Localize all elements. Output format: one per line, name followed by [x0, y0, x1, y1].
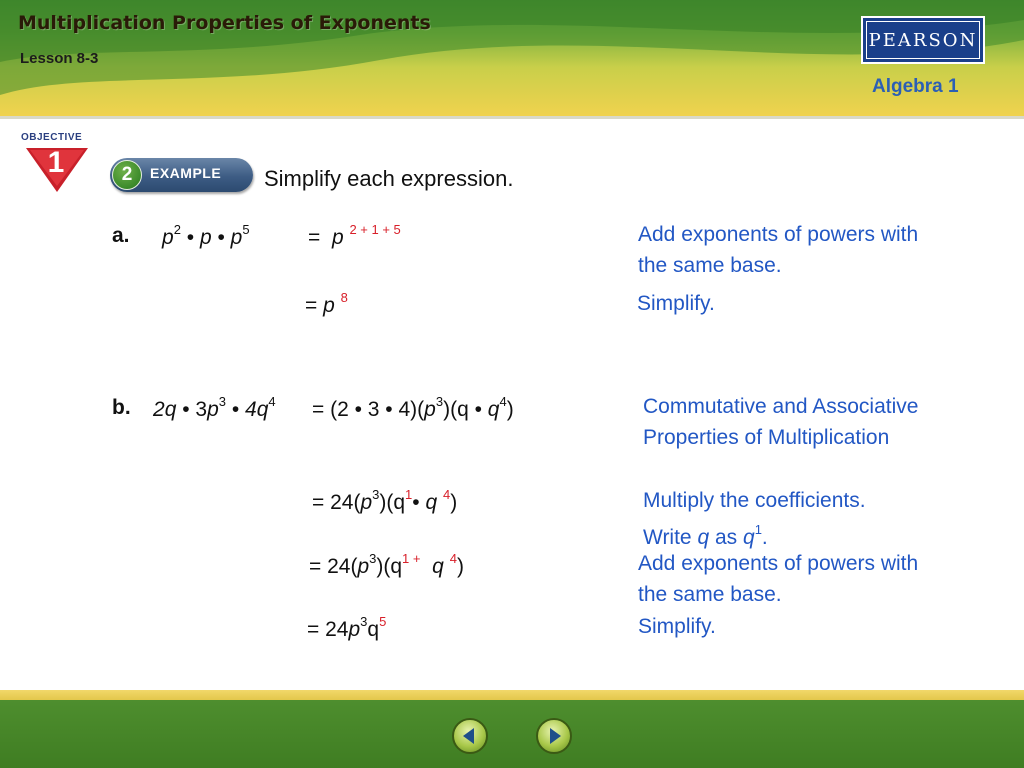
arrow-right-icon: [538, 720, 570, 752]
header-divider: [0, 116, 1024, 119]
arrow-left-icon: [454, 720, 486, 752]
part-a-label: a.: [112, 224, 130, 247]
course-label: Algebra 1: [872, 76, 959, 97]
part-b-step1-note: Commutative and Associative Properties of Multiplication: [643, 395, 919, 449]
objective-label: OBJECTIVE: [21, 132, 83, 143]
publisher-logo-text: PEARSON: [866, 21, 980, 59]
objective-badge: [18, 132, 90, 196]
part-a-step2: = p $^8$: [305, 290, 348, 317]
footer-divider: [0, 690, 1024, 700]
slide-footer: [0, 700, 1024, 768]
slide-title: Multiplication Properties of Exponents: [18, 12, 431, 34]
part-b-step2-note: Multiply the coefficients. Write q as $q^1$.: [643, 489, 866, 549]
part-b-expression: 2q • $3p^3$ • $4q^4$: [153, 394, 276, 421]
publisher-logo: [861, 16, 985, 64]
previous-slide-button[interactable]: [452, 718, 488, 754]
objective-number: 1: [47, 146, 65, 179]
part-b-step2: = $24(p^3)(q^1•$ q $^4$): [312, 487, 458, 514]
example-number: 2: [112, 160, 142, 190]
part-b-label: b.: [112, 396, 131, 419]
next-slide-button[interactable]: [536, 718, 572, 754]
example-badge: [110, 158, 253, 192]
part-b-step1: = (2 • 3 • $4)(p^3)(q$ • $q^4$): [312, 394, 514, 421]
part-b-step4-note: Simplify.: [638, 615, 716, 638]
part-a-step2-note: Simplify.: [637, 292, 715, 315]
part-b-step4: = $24p^3q^5$: [307, 614, 387, 641]
part-b-step3: = $24(p^3)(q^{1 +}$ q $^4$): [309, 551, 464, 578]
part-a-step1: = p $^{2 + 1 + 5}$: [308, 222, 401, 249]
slide-header: [0, 0, 1024, 116]
example-instruction: Simplify each expression.: [264, 166, 514, 191]
part-a-step1-note: Add exponents of powers with the same base.: [638, 223, 919, 277]
example-label: EXAMPLE: [150, 165, 222, 181]
lesson-label: Lesson 8-3: [20, 50, 99, 67]
part-a-expression: $p^2$ • p • $p^5$: [162, 222, 250, 249]
part-b-step3-note: Add exponents of powers with the same base.: [638, 552, 919, 606]
